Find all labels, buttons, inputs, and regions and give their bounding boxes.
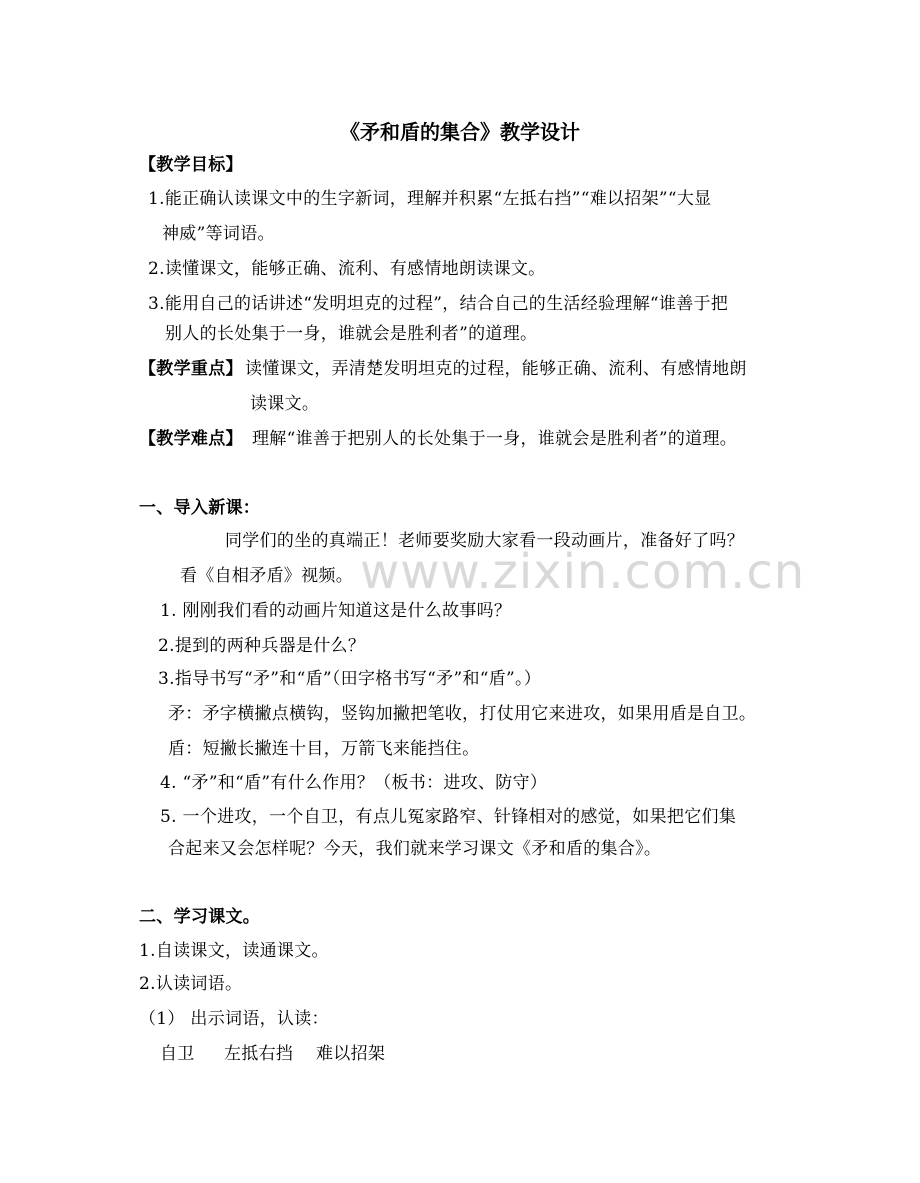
section-1-question-4: 4. “矛”和“盾”有什么作用？（板书：进攻、防守）	[160, 773, 548, 793]
vocab-word: 左抵右挡	[224, 1044, 294, 1064]
objective-1-line-2: 神威”等词语。	[162, 224, 275, 244]
section-1-heading: 一、导入新课：	[139, 498, 261, 518]
difficulty-text: 理解“谁善于把别人的长处集于一身，谁就会是胜利者”的道理。	[252, 429, 738, 449]
objective-3-line-2: 别人的长处集于一身，谁就会是胜利者”的道理。	[165, 324, 538, 344]
objective-3-line-1: 3.能用自己的话讲述“发明坦克的过程”，结合自己的生活经验理解“谁善于把	[148, 294, 729, 314]
section-1-question-3: 3.指导书写“矛”和“盾”（田字格书写“矛”和“盾”。）	[158, 669, 542, 689]
section-2-heading: 二、学习课文。	[139, 907, 261, 927]
key-point-label: 【教学重点】	[139, 359, 243, 379]
section-1-mao-rhyme: 矛：矛字横撇点横钩，竖钩加撇把笔收，打仗用它来进攻，如果用盾是自卫。	[168, 704, 757, 724]
document-title: 《矛和盾的集合》教学设计	[340, 120, 580, 144]
vocab-word: 自卫	[160, 1044, 195, 1064]
section-1-question-5-line-1: 5. 一个进攻，一个自卫，有点儿冤家路窄、针锋相对的感觉，如果把它们集	[160, 807, 737, 827]
difficulty-label: 【教学难点】	[139, 429, 243, 449]
section-1-dun-rhyme: 盾：短撇长撇连十目，万箭飞来能挡住。	[168, 739, 480, 759]
section-1-paragraph-1: 同学们的坐的真端正！老师要奖励大家看一段动画片，准备好了吗？	[225, 531, 744, 551]
key-point-line-2: 读课文。	[250, 394, 320, 414]
key-point-line-1: 读懂课文，弄清楚发明坦克的过程，能够正确、流利、有感情地朗	[245, 359, 747, 379]
section-2-step-1: 1.自读课文，读通课文。	[139, 941, 329, 961]
vocab-word: 难以招架	[316, 1044, 386, 1064]
objective-2: 2.读懂课文，能够正确、流利、有感情地朗读课文。	[148, 259, 546, 279]
section-1-question-2: 2.提到的两种兵器是什么？	[158, 636, 366, 656]
section-1-question-1: 1. 刚刚我们看的动画片知道这是什么故事吗？	[160, 601, 512, 621]
section-1-paragraph-2: 看《自相矛盾》视频。	[180, 566, 353, 586]
objective-1-line-1: 1.能正确认读课文中的生字新词，理解并积累“左抵右挡”“难以招架”“大显	[148, 189, 712, 209]
section-2-step-3: （1） 出示词语，认读：	[139, 1009, 329, 1029]
section-2-step-2: 2.认读词语。	[139, 974, 243, 994]
section-1-question-5-line-2: 合起来又会怎样呢？今天，我们就来学习课文《矛和盾的集合》。	[168, 839, 662, 859]
objectives-heading: 【教学目标】	[139, 155, 243, 175]
watermark: www.zixin.com.cn	[360, 544, 806, 600]
